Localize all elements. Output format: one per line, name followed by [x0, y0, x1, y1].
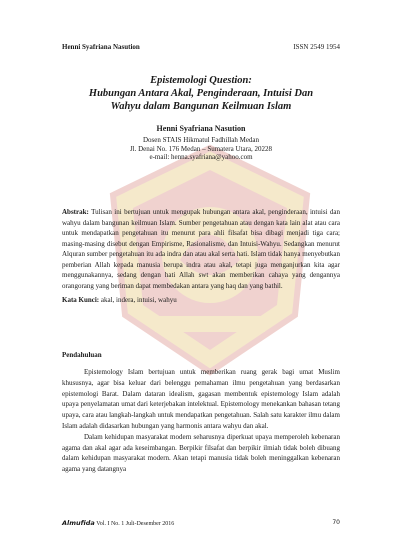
- abstract: [62, 207, 340, 306]
- journal-volume: Vol. I No. 1 Juli-Desember 2016: [96, 521, 175, 527]
- author-address: Jl. Denai No. 176 Medan – Sumatera Utara, 20228: [129, 144, 273, 153]
- keywords-label: Kata Kunci:: [62, 296, 100, 304]
- journal-info: [62, 519, 174, 527]
- section-heading: Pendahuluan: [62, 351, 102, 359]
- running-footer: [62, 519, 340, 531]
- body-paragraph: Epistemology Islam bertujuan untuk memberikan ruang gerak bagi umat Muslim khususnya, agar bisa keluar dari belenggu pemahaman ilmu pengetahuan yang berdasarkan epistemologi Barat. Dalam dataran idealism, gagasan membentuk epistemology Islam adalah upaya penyelamatan umat dari keterjebakan intelektual. Epistemology menekankan bahasan tetang upaya, cara atau langkah-langkah untuk mendapatkan pengetahuan. Salah satu karakter ilmu dalam Islam adalah didasarkan hubungan yang harmonis antara wahyu dan akal.: [62, 368, 340, 430]
- abstract-body: [62, 207, 340, 291]
- author-block: [62, 124, 340, 162]
- author-affiliation: Dosen STAIS Hikmatul Fadhillah Medan: [142, 136, 260, 144]
- article-title: [62, 74, 340, 113]
- author-name: Henni Syafriana Nasution: [156, 124, 246, 133]
- keywords-text: akal, indera, intuisi, wahyu: [100, 296, 177, 304]
- header-author: Henni Syafriana Nasution: [62, 43, 140, 51]
- page-number: 70: [332, 519, 340, 526]
- abstract-label: Abstrak:: [62, 208, 89, 216]
- abstract-text: Tulisan ini bertujuan untuk mengupak hubungan antara akal, penginderaan, intuisi dan wahyu dalam bangunan keilmuan Islam. Sumber pengetahuan atau dengan kata lain alat atau cara untuk mendapatkan pengetahuan itu menurut para ahli filsafat bisa dibagi menjadi tiga cara; masing-masing disebut dengan Empirisme, Rasionalisme, dan Intuisi-Wahyu. Sedangkan menurut Alquran sumber pengetahuan itu ada indra dan atau akal serta hati. Islam tidak hanya menyebutkan pemberian Allah kepada manusia berupa indra atau akal, tetapi juga menganjurkan kita agar menggunakannya, sedang dengan hati Allah swt akan memberikan cahaya yang dengannya orangorang yang beriman dapat membedakan antara yang haq dan yang bathil.: [62, 208, 340, 290]
- journal-brand: Almufida: [62, 519, 95, 527]
- header-issn: ISSN 2549 1954: [293, 43, 340, 51]
- running-header: [62, 43, 340, 55]
- title-line-2: Hubungan Antara Akal, Penginderaan, Intuisi Dan: [88, 88, 314, 99]
- title-line-1: Epistemologi Question:: [150, 75, 252, 86]
- body-text: [62, 367, 340, 475]
- body-paragraph: Dalam kehidupan masyarakat modern seharusnya diperkuat upaya memperoleh kebenaran agama dan akal agar ada keseimbangan. Berpikir filsafat dan berpikir ilmiah tidak boleh dibuang dalam kehidupan masyarakat modern. Akan tetapi manusia tidak boleh meninggalkan kebenaran agama yang datangnya: [62, 432, 340, 474]
- keywords: [62, 295, 340, 306]
- author-email: e-mail: henna.syafriana@yahoo.com: [149, 153, 253, 161]
- title-line-3: Wahyu dalam Bangunan Keilmuan Islam: [110, 101, 292, 112]
